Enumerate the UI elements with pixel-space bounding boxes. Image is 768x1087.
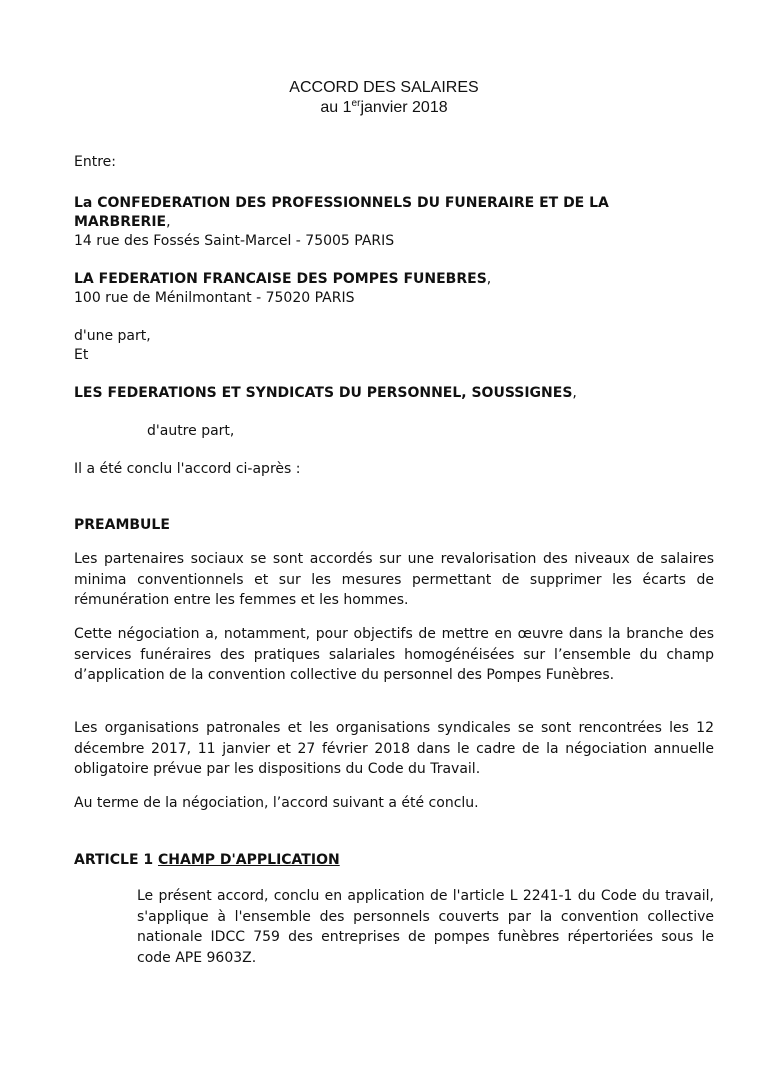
article1-title: CHAMP D'APPLICATION bbox=[158, 852, 340, 868]
date-superscript: er bbox=[351, 98, 361, 109]
preambule-heading: PREAMBULE bbox=[74, 517, 170, 533]
conclu-statement: Il a été conclu l'accord ci-après : bbox=[74, 461, 301, 477]
party1-address: 14 rue des Fossés Saint-Marcel - 75005 PARIS bbox=[74, 233, 395, 249]
party2-comma: , bbox=[486, 271, 492, 287]
party2-name bbox=[74, 269, 714, 289]
document-title: ACCORD DES SALAIRES bbox=[289, 79, 479, 96]
party1-name-end: MARBRERIE bbox=[74, 214, 167, 230]
party1-name-line1: La CONFEDERATION DES PROFESSIONNELS DU FUNERAIRE ET DE LA bbox=[74, 195, 609, 211]
preambule-paragraph-1: Les partenaires sociaux se sont accordés sur une revalorisation des niveaux de salaires minima conventionnels et sur les mesures permettant de supprimer les écarts de rémunération entre les femmes et les hommes. bbox=[74, 551, 714, 609]
dautre-part: d'autre part, bbox=[147, 423, 235, 439]
et-label: Et bbox=[74, 347, 89, 363]
entre-label: Entre: bbox=[74, 154, 116, 170]
dune-part: d'une part, bbox=[74, 328, 151, 344]
article1-label: ARTICLE 1 bbox=[74, 852, 154, 868]
preambule-paragraph-2: Cette négociation a, notamment, pour objectifs de mettre en œuvre dans la branche des services funéraires des pratiques salariales homogénéisées sur l’ensemble du champ d’application de la convention collective du personnel des Pompes Funèbres. bbox=[74, 626, 714, 684]
party3-name-text: LES FEDERATIONS ET SYNDICATS DU PERSONNEL, SOUSSIGNES bbox=[74, 385, 573, 401]
party1-name-line2 bbox=[74, 212, 714, 232]
party1-comma: , bbox=[166, 214, 171, 230]
party2-address: 100 rue de Ménilmontant - 75020 PARIS bbox=[74, 290, 355, 306]
document-date bbox=[0, 98, 768, 118]
article1-text: Le présent accord, conclu en application de l'article L 2241-1 du Code du travail, s'applique à l'ensemble des personnels couverts par la convention collective nationale IDCC 759 des entreprises de pompes funèbres répertoriées sous le code APE 9603Z. bbox=[137, 888, 714, 967]
article1-heading bbox=[74, 850, 714, 870]
party2-name-text: LA FEDERATION FRANCAISE DES POMPES FUNEBRES bbox=[74, 271, 487, 287]
date-suffix: janvier 2018 bbox=[360, 99, 448, 116]
date-prefix: au 1 bbox=[320, 99, 352, 116]
preambule-paragraph-4: Au terme de la négociation, l’accord suivant a été conclu. bbox=[74, 795, 479, 811]
preambule-paragraph-3: Les organisations patronales et les organisations syndicales se sont rencontrées les 12 décembre 2017, 11 janvier et 27 février 2018 dans le cadre de la négociation annuelle obligatoire prévue par les dispositions du Code du Travail. bbox=[74, 720, 714, 778]
party3-comma: , bbox=[572, 385, 577, 401]
party3-name bbox=[74, 383, 714, 403]
